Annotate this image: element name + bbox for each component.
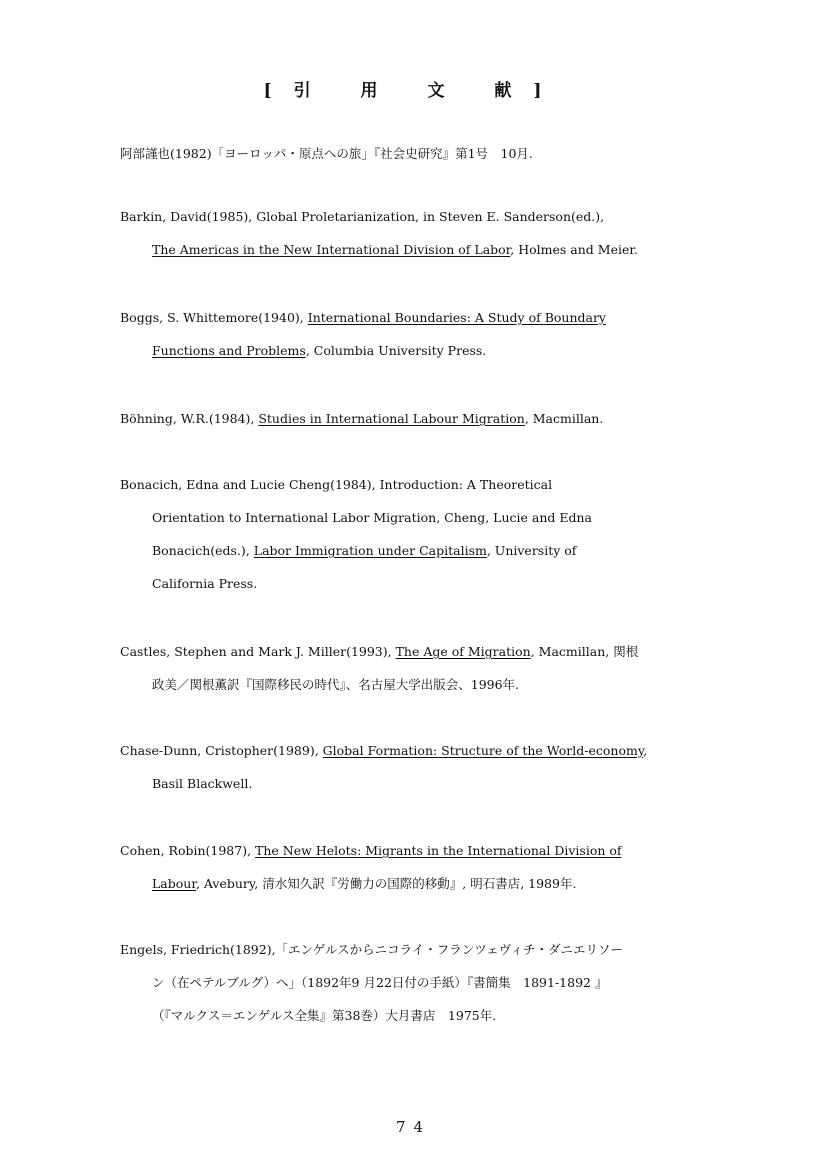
reference-text: Castles, Stephen and Mark J. Miller(1993),: [120, 644, 396, 659]
reference-line: California Press.: [152, 576, 258, 591]
book-title: The New Helots: Migrants in the International Division of: [255, 843, 622, 858]
reference-text: , Avebury, 清水知久訳『労働力の国際的移動』, 明石書店, 1989年.: [195, 876, 577, 891]
reference-line: [120, 402, 770, 435]
reference-line: [120, 534, 770, 567]
book-title: Labor Immigration under Capitalism: [253, 543, 487, 558]
reference-line: [120, 233, 770, 266]
reference-line: Orientation to International Labor Migration, Cheng, Lucie and Edna: [152, 510, 592, 525]
page-title: [引 用 文 献]: [263, 81, 564, 101]
reference-line: Basil Blackwell.: [152, 776, 253, 791]
reference-line: [120, 301, 770, 334]
reference-line: 政美／関根薫訳『国際移民の時代』、名古屋大学出版会、1996年.: [152, 677, 520, 692]
reference-line: [120, 867, 770, 900]
reference-line: Engels, Friedrich(1892),「エンゲルスからニコライ・フランツェヴィチ・ダニエリソー: [120, 942, 624, 957]
reference-text: , Columbia University Press.: [305, 343, 487, 358]
reference-line: ン（在ペテルブルグ）へ」（1892年9 月22日付の手紙）『書簡集 1891-1892 』: [152, 975, 608, 990]
book-title: Functions and Problems: [152, 343, 306, 358]
reference-line: 阿部謹也(1982)「ヨーロッパ・原点への旅」『社会史研究』第1号 10月.: [120, 146, 533, 161]
book-title: The Age of Migration: [395, 644, 531, 659]
reference-line: （『マルクス＝エンゲルス全集』第38巻）大月書店 1975年.: [152, 1008, 497, 1023]
reference-chase-dunn: [120, 734, 770, 800]
book-title: Labour: [152, 876, 196, 891]
reference-text: Boggs, S. Whittemore(1940),: [120, 310, 308, 325]
reference-line: [120, 334, 770, 367]
reference-text: , Macmillan, 関根: [530, 644, 639, 659]
page-number: 74: [395, 1118, 432, 1136]
reference-text: , Holmes and Meier.: [510, 242, 638, 257]
book-title: The Americas in the New International Division of Labor: [152, 242, 511, 257]
book-title: Global Formation: Structure of the World-economy: [322, 743, 644, 758]
reference-barkin: [120, 200, 770, 266]
reference-line: Barkin, David(1985), Global Proletarianization, in Steven E. Sanderson(ed.),: [120, 209, 605, 224]
reference-text: ,: [643, 743, 648, 758]
reference-castles: [120, 635, 770, 701]
reference-text: Bonacich(eds.),: [152, 543, 254, 558]
reference-cohen: [120, 834, 770, 900]
reference-bohning: [120, 402, 770, 435]
reference-line: [120, 834, 770, 867]
reference-text: , University of: [486, 543, 577, 558]
reference-text: Chase-Dunn, Cristopher(1989),: [120, 743, 323, 758]
reference-text: Cohen, Robin(1987),: [120, 843, 256, 858]
reference-line: Bonacich, Edna and Lucie Cheng(1984), Introduction: A Theoretical: [120, 477, 553, 492]
reference-line: [120, 635, 770, 668]
reference-text: Böhning, W.R.(1984),: [120, 411, 259, 426]
reference-line: [120, 734, 770, 767]
reference-boggs: [120, 301, 770, 367]
reference-text: , Macmillan.: [524, 411, 604, 426]
book-title: Studies in International Labour Migration: [258, 411, 525, 426]
reference-bonacich: [120, 468, 770, 600]
reference-engels: [120, 933, 770, 1032]
reference-abe: [120, 137, 770, 170]
book-title: International Boundaries: A Study of Boundary: [307, 310, 606, 325]
